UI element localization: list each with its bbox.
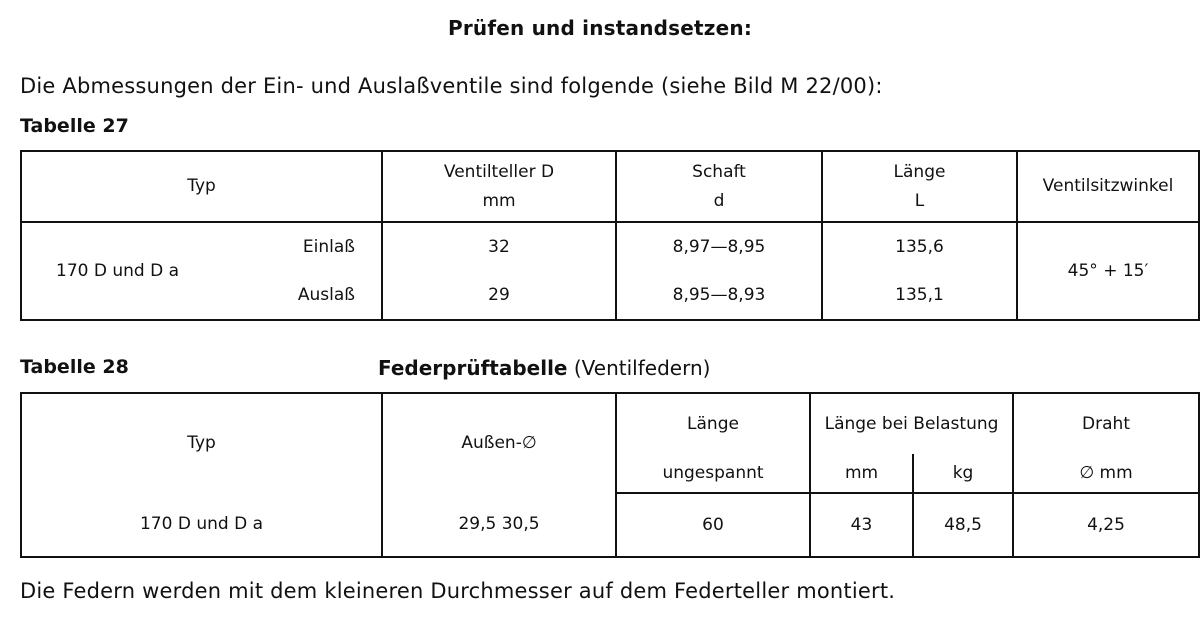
- laenge-cell: 135,1: [822, 271, 1017, 320]
- valve-label-cell: Einlaß: [217, 222, 382, 271]
- col-header-draht-sub: ∅ mm: [1013, 454, 1199, 493]
- col-header-belastung: Länge bei Belastung: [810, 393, 1013, 454]
- col-header-schaft-sub: d: [713, 190, 725, 211]
- col-header-laenge: [822, 151, 1017, 222]
- table-header-row: [21, 151, 1199, 222]
- laenge-cell: 135,6: [822, 222, 1017, 271]
- belastung-mm-cell: 43: [810, 493, 913, 557]
- col-header-typ: Typ: [21, 151, 382, 222]
- col-header-ventilteller-unit: mm: [482, 190, 516, 211]
- type-name-cell: 170 D und D a: [56, 260, 180, 281]
- col-header-typ: Typ: [21, 393, 382, 493]
- aussen-cell: 29,5 30,5: [382, 493, 616, 557]
- table-row: [21, 222, 1199, 271]
- ventilteller-cell: 32: [382, 222, 616, 271]
- table28-title-rest: (Ventilfedern): [573, 356, 711, 380]
- page-title: Prüfen und instandsetzen:: [447, 16, 753, 40]
- valve-label-cell: Auslaß: [217, 271, 382, 320]
- table-27: [20, 150, 1200, 321]
- col-header-laenge-label: Länge: [893, 161, 946, 182]
- sitzwinkel-cell: 45° + 15′: [1067, 260, 1149, 281]
- col-header-ventilteller: [382, 151, 616, 222]
- table-header-row: [21, 393, 1199, 454]
- table28-title: [378, 356, 710, 380]
- col-header-schaft-label: Schaft: [692, 161, 746, 182]
- col-header-laenge: Länge: [616, 393, 810, 454]
- footer-text: Die Federn werden mit dem kleineren Durchmesser auf dem Federteller montiert.: [20, 579, 896, 603]
- table-28: [20, 392, 1200, 558]
- schaft-cell: 8,95—8,93: [616, 271, 822, 320]
- col-header-draht: Draht: [1082, 413, 1130, 434]
- col-header-sitzwinkel: Ventilsitzwinkel: [1017, 151, 1199, 222]
- table28-label: Tabelle 28: [20, 356, 129, 378]
- col-header-schaft: [616, 151, 822, 222]
- intro-text: Die Abmessungen der Ein- und Auslaßventile sind folgende (siehe Bild M 22/00):: [20, 74, 883, 98]
- col-header-laenge-sub: ungespannt: [616, 454, 810, 493]
- col-header-laenge-sub: L: [914, 190, 925, 211]
- schaft-cell: 8,97—8,95: [616, 222, 822, 271]
- laenge-cell: 60: [616, 493, 810, 557]
- belastung-kg-cell: 48,5: [913, 493, 1013, 557]
- ventilteller-cell: 29: [382, 271, 616, 320]
- col-header-belastung-kg: kg: [913, 454, 1013, 493]
- table28-title-bold: Federprüftabelle: [378, 356, 568, 380]
- draht-cell: 4,25: [1087, 514, 1125, 535]
- table27-label: Tabelle 27: [20, 115, 129, 137]
- typ-cell: 170 D und D a: [21, 493, 382, 557]
- col-header-aussen: Außen-∅: [382, 393, 616, 493]
- col-header-ventilteller-label: Ventilteller D: [443, 161, 555, 182]
- table-row: [21, 493, 1199, 557]
- col-header-belastung-mm: mm: [810, 454, 913, 493]
